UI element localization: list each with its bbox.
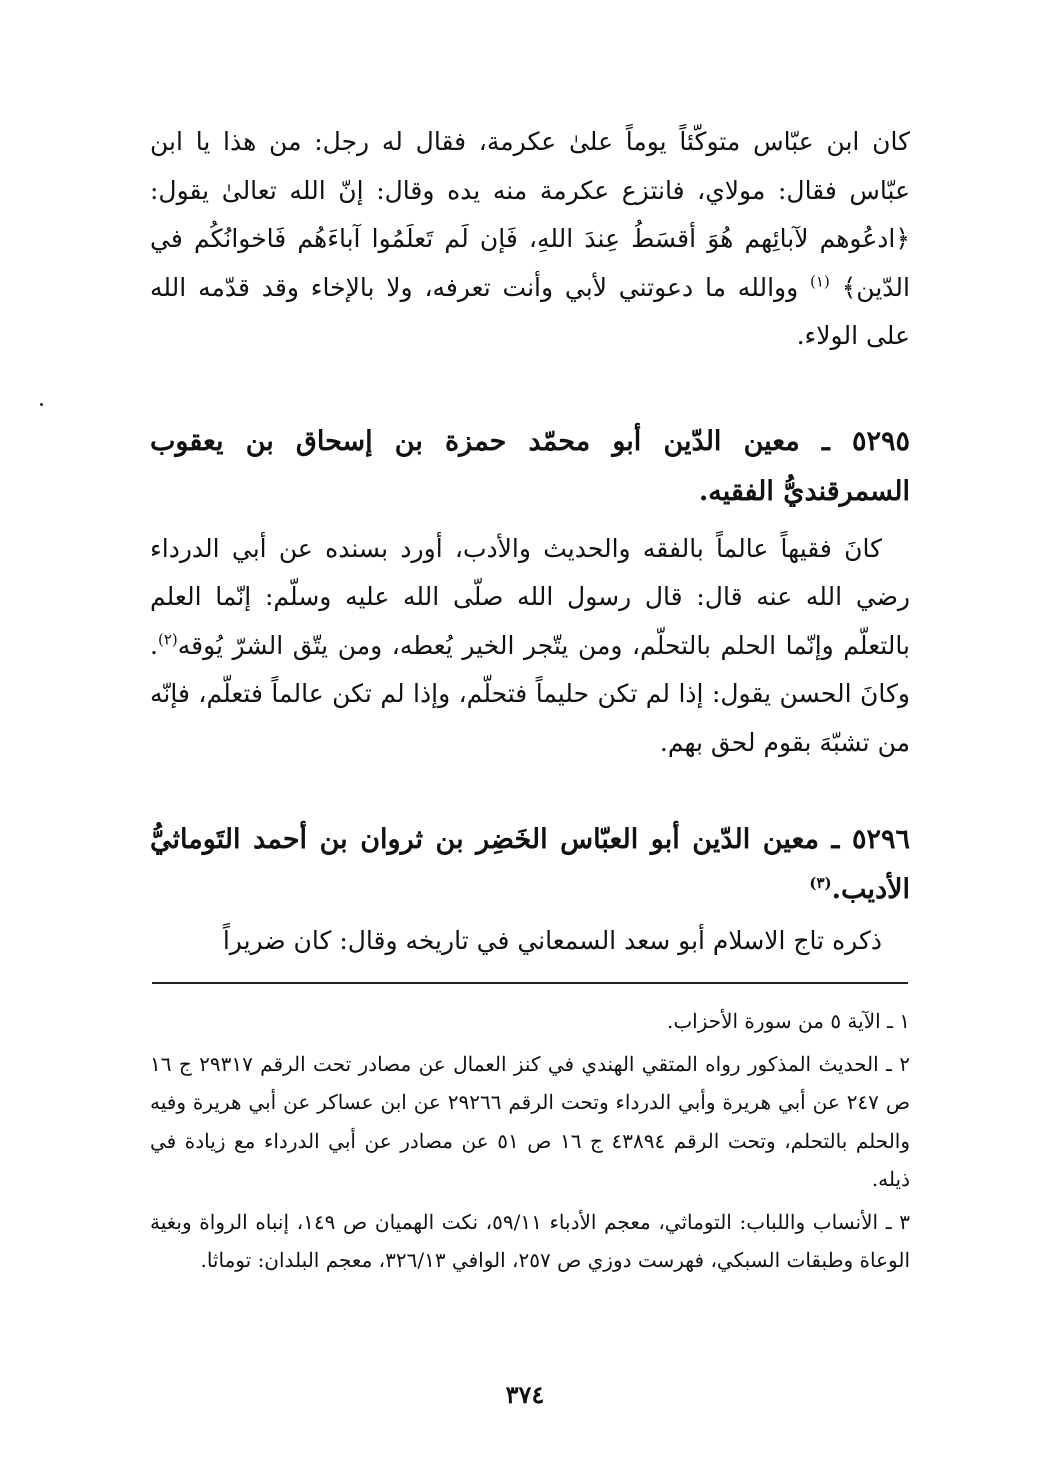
- footnote-separator: [152, 982, 908, 984]
- entry-5295-heading: ٥٢٩٥ ـ معين الدّين أبو محمّد حمزة بن إسحاق بن يعقوب السمرقنديُّ الفقيه.: [150, 425, 910, 507]
- paragraph-1: [150, 118, 910, 361]
- footnote-2: ٢ ـ الحديث المذكور رواه المتقي الهندي في كنز العمال عن مصادر تحت الرقم ٢٩٣١٧ ج ١٦ ص ٢٤٧ عن أبي هريرة وأبي الدرداء وتحت الرقم ٢٩٢٦٦ عن ابن عساكر عن أبي هريرة وفيه والحلم بالتحلم، وتحت الرقم ٤٣٨٩٤ ج ١٦ ص ٥١ عن مصادر عن أبي الدرداء مع زيادة في ذيله.: [150, 1051, 911, 1191]
- footnotes: [150, 1002, 910, 1284]
- paragraph-3: ذكره تاج الاسلام أبو سعد السمعاني في تاريخه وقال: كان ضريراً: [222, 926, 882, 955]
- footnote-1: ١ ـ الآية ٥ من سورة الأحزاب.: [666, 1009, 910, 1033]
- paragraph-1-text: كان ابن عبّاس متوكّئاً يوماً علىٰ عكرمة، فقال له رجل: من هذا يا ابن عبّاس فقال: مولاي، فانتزع عكرمة منه يده وقال: إنّ الله تعالىٰ يقول: ﴿ادعُوهم لآبائِهم هُوَ أقسَطُ عِندَ اللهِ، فَإن لَم تَعلَمُوا آباءَهُم فَاخوانُكُم في الدّين﴾: [150, 127, 910, 302]
- stray-mark: [40, 403, 43, 406]
- paragraph-2: [150, 525, 910, 768]
- footnote-3: ٣ ـ الأنساب واللباب: التوماثي، معجم الأدباء ٥٩/١١، نكت الهميان ص ١٤٩، إنباه الرواة وبغية الوعاة وطبقات السبكي، فهرست دوزي ص ٢٥٧، الوافي ٣٢٦/١٣، معجم البلدان: توماثا.: [150, 1209, 910, 1272]
- page-number: ٣٧٤: [505, 1380, 545, 1409]
- footnote-ref-2: (٢): [157, 630, 178, 649]
- paragraph-2-text: كانَ فقيهاً عالماً بالفقه والحديث والأدب، أورد بسنده عن أبي الدرداء رضي الله عنه قال: قال رسول الله صلّى الله عليه وسلّم: إنّما العلم بالتعلّم وإنّما الحلم بالتحلّم، ومن يتّجر الخير يُعطه، ومن يتّق الشرّ يُوقه: [150, 533, 910, 660]
- footnote-ref-1: (١): [810, 272, 830, 291]
- main-text: [150, 118, 910, 966]
- entry-5296-heading: [150, 815, 910, 915]
- footnote-ref-3: (٣): [809, 874, 832, 892]
- paragraph-2-tail: . وكانَ الحسن يقول: إذا لم تكن حليماً فتحلّم، وإذا لم تكن عالماً فتعلّم، فإنّه من تشبّهَ بقوم لحق بهم.: [150, 630, 910, 757]
- entry-5296-heading-text: ٥٢٩٦ ـ معين الدّين أبو العبّاس الخَضِر بن ثروان بن أحمد التَوماثيُّ الأديب.: [150, 824, 910, 905]
- paragraph-1-tail: ووالله ما دعوتني لأبي وأنت تعرفه، ولا بالإخاء وقد قدّمه الله على الولاء.: [150, 272, 910, 350]
